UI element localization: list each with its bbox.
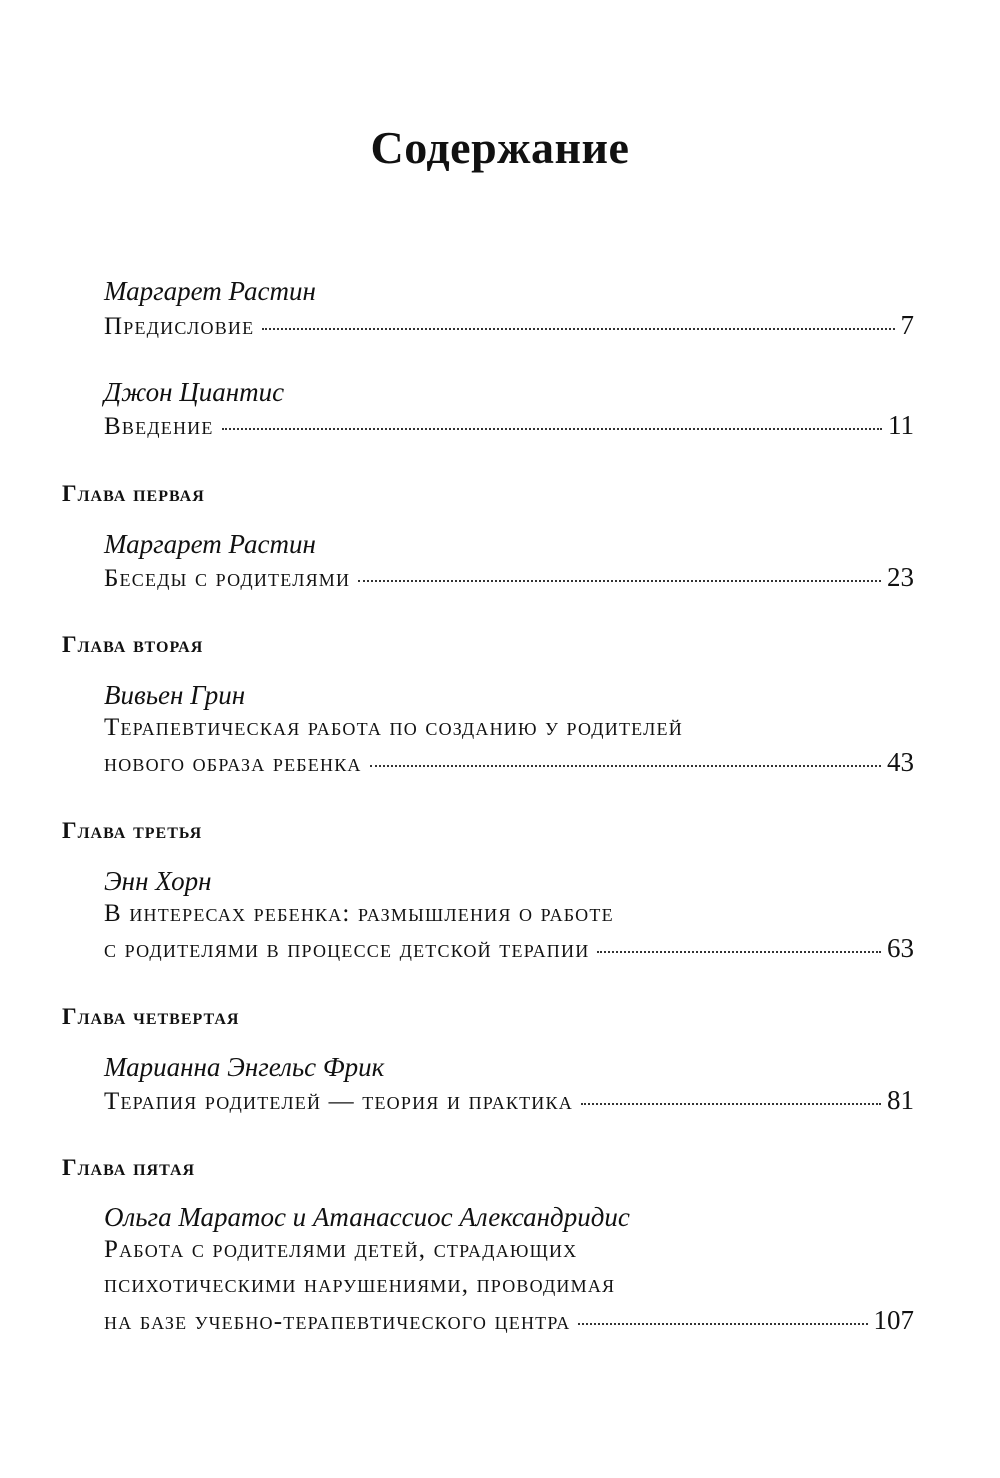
dot-leader <box>578 1323 867 1325</box>
page-number: 63 <box>887 933 914 963</box>
toc-entry-chapter-3-line-1[interactable]: В интересах ребенка: размышления о работе <box>104 900 614 927</box>
page-number: 7 <box>900 310 914 340</box>
toc-entry-chapter-1[interactable] <box>104 560 914 596</box>
entry-title: Терапия родителей — теория и практика <box>104 1088 573 1115</box>
page-title: Содержание <box>370 122 630 173</box>
chapter-2-author: Вивьен Грин <box>104 680 246 710</box>
toc-entry-chapter-5[interactable] <box>104 1303 914 1339</box>
chapter-3-author: Энн Хорн <box>104 866 212 896</box>
entry-title: Предисловие <box>104 313 255 340</box>
page-number: 81 <box>887 1085 914 1115</box>
page-number: 43 <box>887 747 914 777</box>
entry-title: на базе учебно-терапевтического центра <box>104 1308 571 1335</box>
chapter-heading-3: Глава третья <box>62 818 203 843</box>
page-number: 107 <box>873 1305 914 1335</box>
dot-leader <box>262 328 894 330</box>
dot-leader <box>597 951 881 953</box>
toc-entry-preface[interactable] <box>104 308 914 344</box>
chapter-heading-1: Глава первая <box>62 481 205 506</box>
chapter-heading-5: Глава пятая <box>62 1155 196 1180</box>
page-number: 11 <box>888 410 914 440</box>
dot-leader <box>370 765 881 767</box>
introduction-author: Джон Циантис <box>104 377 285 407</box>
entry-title: нового образа ребенка <box>104 750 362 777</box>
toc-entry-chapter-4[interactable] <box>104 1083 914 1119</box>
toc-entry-chapter-3[interactable] <box>104 931 914 967</box>
entry-title: Беседы с родителями <box>104 565 351 592</box>
toc-entry-chapter-2-line-1[interactable]: Терапевтическая работа по созданию у родителей <box>104 714 683 741</box>
chapter-4-author: Марианна Энгельс Фрик <box>104 1052 385 1082</box>
entry-title: Введение <box>104 413 214 440</box>
preface-author: Маргарет Растин <box>104 276 316 306</box>
toc-entry-chapter-5-line-2[interactable]: психотическими нарушениями, проводимая <box>104 1271 616 1298</box>
toc-entry-chapter-2[interactable] <box>104 745 914 781</box>
dot-leader <box>222 428 882 430</box>
chapter-heading-4: Глава четвертая <box>62 1004 240 1029</box>
entry-title: с родителями в процессе детской терапии <box>104 936 590 963</box>
toc-entry-chapter-5-line-1[interactable]: Работа с родителями детей, страдающих <box>104 1236 578 1263</box>
page-number: 23 <box>887 562 914 592</box>
chapter-5-author: Ольга Маратос и Атанассиос Александридис <box>104 1202 630 1232</box>
chapter-1-author: Маргарет Растин <box>104 529 316 559</box>
chapter-heading-2: Глава вторая <box>62 632 204 657</box>
toc-entry-introduction[interactable] <box>104 408 914 444</box>
dot-leader <box>581 1103 881 1105</box>
dot-leader <box>358 580 881 582</box>
